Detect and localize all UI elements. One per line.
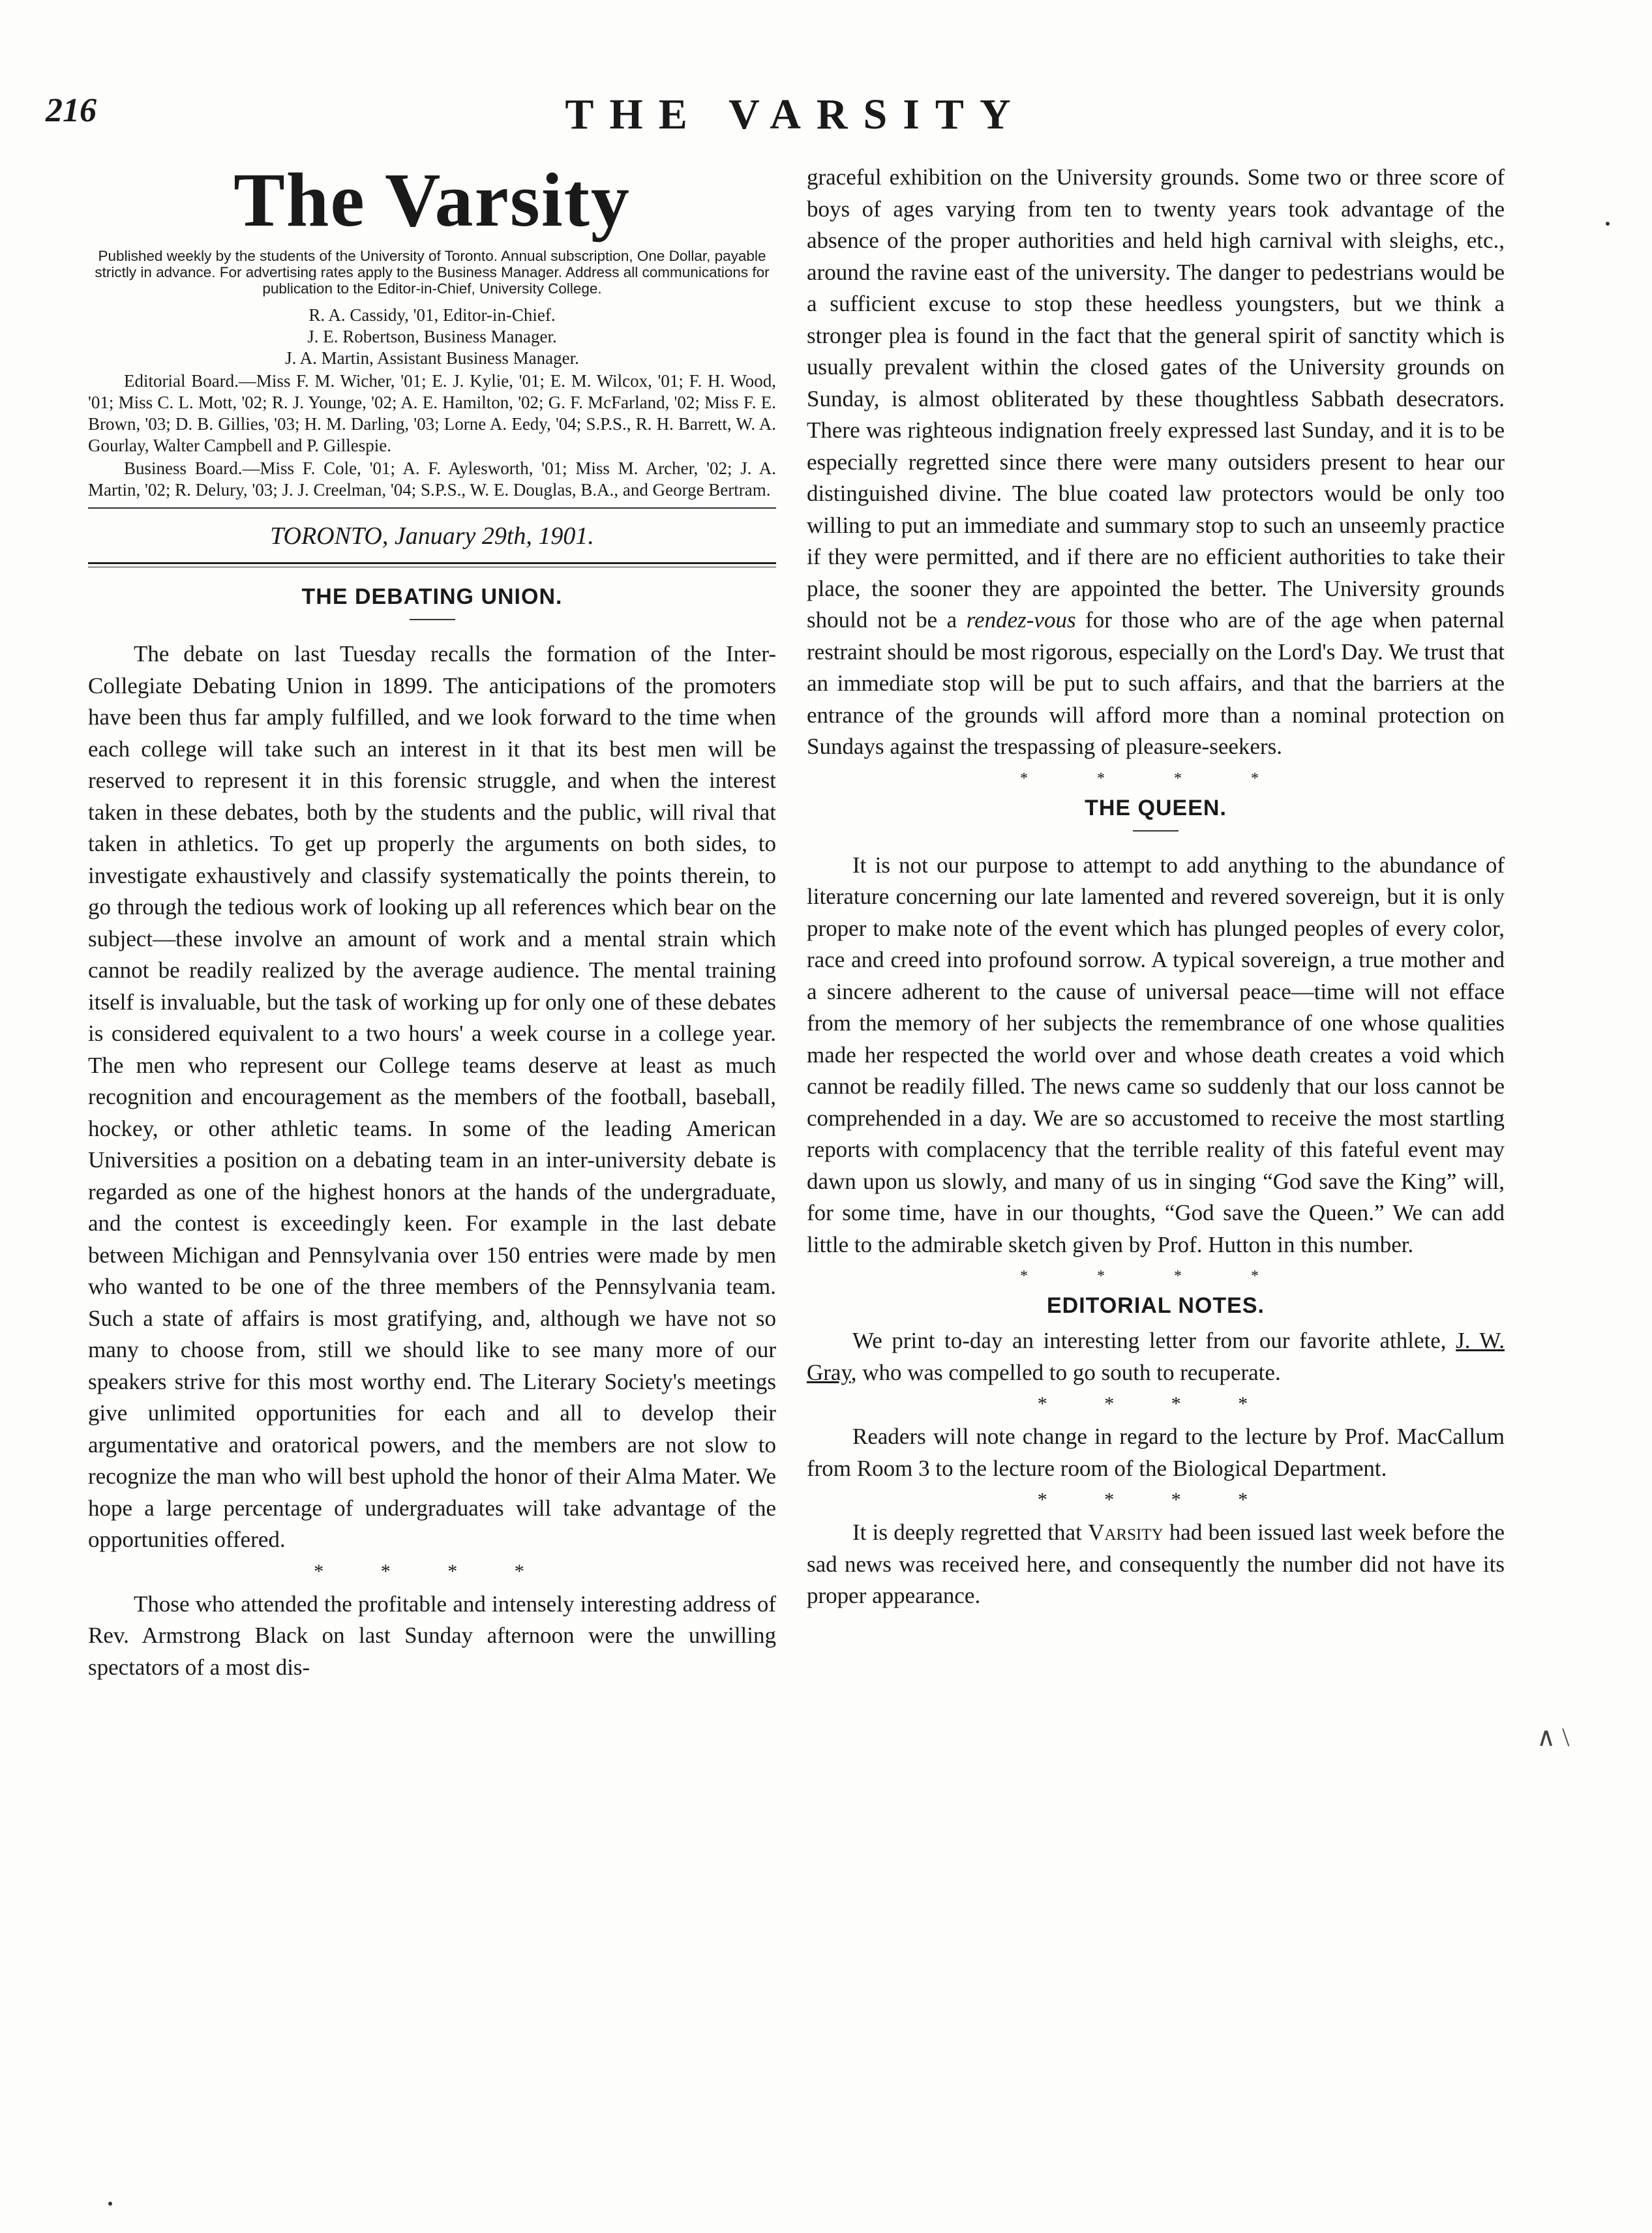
staff-editor: R. A. Cassidy, '01, Editor-in-Chief. (308, 305, 556, 325)
section-separator: * * * * (314, 1560, 550, 1582)
running-title: THE VARSITY (565, 91, 1027, 138)
note3-text-after: had been issued last week before the sad news was received here, and consequently the number did not have its proper appearance. (807, 1520, 1505, 1608)
business-board: Business Board.—Miss F. Cole, '01; A. F. Aylesworth, '01; Miss M. Archer, '02; J. A. Martin, '02; R. Delury, '03; J. J. Creelman, '04; S.P.S., W. E. Douglas, B.A., and George Bertram. (88, 458, 776, 500)
margin-annotation: ∧ \ (1537, 1722, 1570, 1752)
debating-union-heading: THE DEBATING UNION. (301, 584, 563, 609)
staff-assistant-manager: J. A. Martin, Assistant Business Manager. (285, 348, 579, 368)
publication-info: Published weekly by the students of the University of Toronto. Annual subscription, One Dollar, payable strictly in advance. For advertising rates apply to the Business Manager. Address all communications for publication to the Editor-in-Chief, University College. (95, 248, 770, 297)
note1-text-after: , who was compelled to go south to recuperate. (850, 1359, 1281, 1385)
editorial-notes-heading: EDITORIAL NOTES. (1046, 1293, 1265, 1318)
queen-heading: THE QUEEN. (1085, 795, 1227, 820)
sunday-text-after: for those who are of the age when paternal restraint should be most rigorous, especially on the Lord's Day. We trust that an immediate stop will be put to such affairs, and that the barriers at the entrance of the grounds will afford more than a nominal protection on Sundays against the trespassing of pleasure-seekers. (807, 607, 1505, 759)
editorial-note-lecture: Readers will note change in regard to the lecture by Prof. MacCallum from Room 3 to the lecture room of the Biological Department. (807, 1424, 1505, 1481)
note1-name: J. W. Gray (807, 1328, 1505, 1385)
right-column (807, 162, 1505, 1612)
note1-text-before: We print to-day an interesting letter from our favorite athlete, (852, 1328, 1447, 1353)
section-separator: * * * * (1037, 1393, 1274, 1415)
sunday-item-paragraph-continued (807, 162, 1505, 763)
dateline: TORONTO, January 29th, 1901. (270, 522, 594, 550)
double-rule (88, 562, 776, 567)
editorial-note-gray (807, 1325, 1505, 1388)
heading-rule (1133, 830, 1179, 832)
masthead-rule (88, 507, 776, 509)
note3-text-before: It is deeply regretted that (852, 1520, 1082, 1545)
editorial-board: Editorial Board.—Miss F. M. Wicher, '01; E. J. Kylie, '01; E. M. Wilcox, '01; F. H. Wood, '01; Miss C. L. Mott, '02; R. J. Younge, '02; A. E. Hamilton, '02; G. F. McFarland, '02; Miss F. E. Brown, '03; D. B. Gillies, '03; H. M. Darling, '03; Lorne A. Eedy, '04; S.P.S., R. H. Barrett, W. A. Gourlay, Walter Campbell and P. Gillespie. (88, 371, 776, 455)
masthead-title: The Varsity (233, 157, 631, 243)
staff-business-manager: J. E. Robertson, Business Manager. (307, 327, 557, 346)
section-separator: * * * * (1037, 1489, 1274, 1510)
sunday-item-paragraph-start: Those who attended the profitable and intensely interesting address of Rev. Armstrong Black on last Sunday afternoon were the unwilling spectators of a most dis- (88, 1591, 776, 1680)
sunday-text-before: graceful exhibition on the University grounds. Some two or three score of boys of ages varying from ten to twenty years took advantage of the absence of the proper authorities and held high carnival with sleighs, etc., around the ravine east of the university. The danger to pedestrians would be a sufficient excuse to stop these heedless youngsters, but we think a stronger plea is found in the fact that the general spirit of sanctity which is usually prevalent within the closed gates of the University grounds on Sunday, is almost obliterated by these thoughtless Sabbath desecrators. There was righteous indignation freely expressed last Sunday, and it is to be especially regretted since there were many outsiders present to hear our distinguished divine. The blue coated law protectors would be only too willing to put an immediate and summary stop to such an unseemly practice if they were permitted, and if there are no efficient authorities to take their place, the sooner they are appointed the better. The University grounds should not be a (807, 164, 1505, 633)
heading-rule (410, 619, 455, 620)
rendezvous-term: rendez-vous (966, 607, 1076, 633)
ink-speck (1606, 222, 1610, 226)
queen-paragraph: It is not our purpose to attempt to add anything to the abundance of literature concerning our late lamented and revered sovereign, but it is only proper to make note of the event which has plunged peoples of every color, race and creed into profound sorrow. A typical sovereign, a true mother and a sincere adherent to the cause of universal peace—time will not efface from the memory of her subjects the remembrance of one whose qualities made her respected the world over and whose death creates a void which cannot be readily filled. The news came so suddenly that our loss cannot be comprehended in a day. We are so accustomed to receive the most startling reports with complacency that the terrible reality of this fateful event may dawn upon us slowly, and many of us in singing “God save the King” will, for some time, have in our thoughts, “God save the Queen.” We can add little to the admirable sketch given by Prof. Hutton in this number. (807, 852, 1505, 1257)
ink-speck (108, 2202, 112, 2206)
debating-union-paragraph: The debate on last Tuesday recalls the formation of the Inter-Collegiate Debating Union in 1899. The anticipations of the promoters have been thus far amply fulfilled, and we look forward to the time when each college will take such an interest in it that its best men will be reserved to represent it in this forensic struggle, and when the interest taken in these debates, both by the students and the public, will rival that taken in athletics. To get up properly the arguments on both sides, to investigate exhaustively and classify systematically the points therein, to go through the tedious work of looking up all references which bear on the subject—these involve an amount of work and a mental strain which cannot be readily realized by the average audience. The mental training itself is invaluable, but the task of working up for only one of these debates is considered equivalent to a two hours' a week course in a college year. The men who represent our College teams deserve at least as much recognition and encouragement as the members of the football, baseball, hockey, or other athletic teams. In some of the leading American Universities a position on a debating team in an inter-university debate is regarded as one of the highest honors at the hands of the undergraduate, and the contest is exceedingly keen. For example in the last debate between Michigan and Pennsylvania over 150 entries were made by men who wanted to be one of the three members of the Pennsylvania team. Such a state of affairs is most gratifying, and, although we have not so many to choose from, still we should like to see many more of our speakers strive for this most worthy end. The Literary Society's meetings give unlimited opportunities for each and all to develop their argumentative and oratorical powers, and the members are not slow to recognize the man who will best uphold the honor of their Alma Mater. We hope a large percentage of undergraduates will take advantage of the opportunities offered. (88, 641, 776, 1552)
section-separator: * * * * (1020, 770, 1291, 787)
left-column (88, 157, 776, 1683)
editorial-note-varsity (807, 1517, 1505, 1612)
note3-varsity: Varsity (1088, 1520, 1164, 1545)
page-number: 216 (46, 92, 97, 129)
section-separator: * * * * (1020, 1268, 1291, 1285)
staff-list (88, 305, 776, 369)
